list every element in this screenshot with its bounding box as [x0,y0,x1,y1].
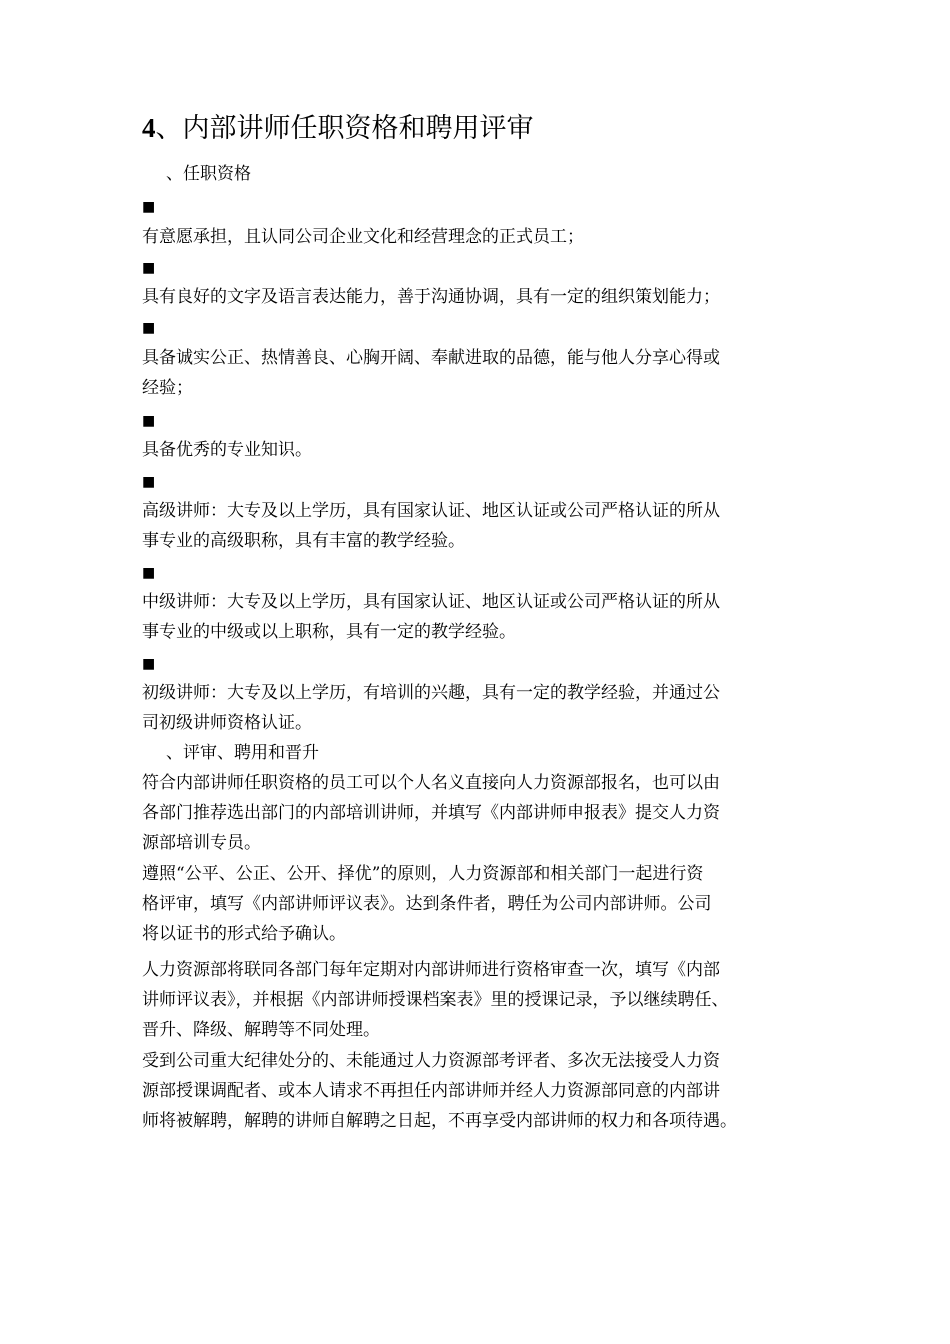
paragraph-line: 晋升、降级、解聘等不同处理。 [142,1020,380,1040]
bullet-icon: ■ [142,474,156,490]
bullet-icon: ■ [142,413,156,429]
paragraph-line: 格评审，填写《内部讲师评议表》。达到条件者，聘任为公司内部讲师。公司 [142,894,712,914]
paragraph-line: 符合内部讲师任职资格的员工可以个人名义直接向人力资源部报名，也可以由 [142,773,720,793]
qualification-line: 事专业的中级或以上职称，具有一定的教学经验。 [142,622,516,642]
section-heading [142,110,534,147]
qualification-line: 有意愿承担，且认同公司企业文化和经营理念的正式员工； [142,227,584,247]
paragraph-line: 遵照“公平、公正、公开、择优”的原则，人力资源部和相关部门一起进行资 [142,864,704,884]
paragraph-line: 源部授课调配者、或本人请求不再担任内部讲师并经人力资源部同意的内部讲 [142,1081,720,1101]
qualification-line: 具备诚实公正、热情善良、心胸开阔、奉献进取的品德，能与他人分享心得或 [142,348,720,368]
qualification-line: 中级讲师：大专及以上学历，具有国家认证、地区认证或公司严格认证的所从 [142,592,720,612]
subsection-title-qualifications: 、任职资格 [166,164,251,184]
qualification-line: 经验； [142,378,193,398]
paragraph-line: 各部门推荐选出部门的内部培训讲师，并填写《内部讲师申报表》提交人力资 [142,803,720,823]
heading-number: 4 [142,113,156,143]
heading-text: 、内部讲师任职资格和聘用评审 [155,113,534,144]
bullet-icon: ■ [142,565,156,581]
qualification-line: 高级讲师：大专及以上学历，具有国家认证、地区认证或公司严格认证的所从 [142,501,720,521]
qualification-line: 初级讲师：大专及以上学历，有培训的兴趣，具有一定的教学经验，并通过公 [142,683,720,703]
paragraph-line: 将以证书的形式给予确认。 [142,924,346,944]
paragraph-line: 受到公司重大纪律处分的、未能通过人力资源部考评者、多次无法接受人力资 [142,1051,720,1071]
bullet-icon: ■ [142,199,156,215]
paragraph-line: 源部培训专员。 [142,833,261,853]
paragraph-line: 讲师评议表》，并根据《内部讲师授课档案表》里的授课记录，予以继续聘任、 [142,990,729,1010]
bullet-icon: ■ [142,656,156,672]
paragraph-line: 人力资源部将联同各部门每年定期对内部讲师进行资格审查一次，填写《内部 [142,960,720,980]
paragraph-line: 师将被解聘，解聘的讲师自解聘之日起，不再享受内部讲师的权力和各项待遇。 [142,1111,737,1131]
bullet-icon: ■ [142,320,156,336]
subsection-title-review: 、评审、聘用和晋升 [166,743,319,763]
qualification-line: 事专业的高级职称，具有丰富的教学经验。 [142,531,465,551]
qualification-line: 具有良好的文字及语言表达能力，善于沟通协调，具有一定的组织策划能力； [142,287,720,307]
qualification-line: 司初级讲师资格认证。 [142,713,312,733]
bullet-icon: ■ [142,260,156,276]
qualification-line: 具备优秀的专业知识。 [142,440,312,460]
